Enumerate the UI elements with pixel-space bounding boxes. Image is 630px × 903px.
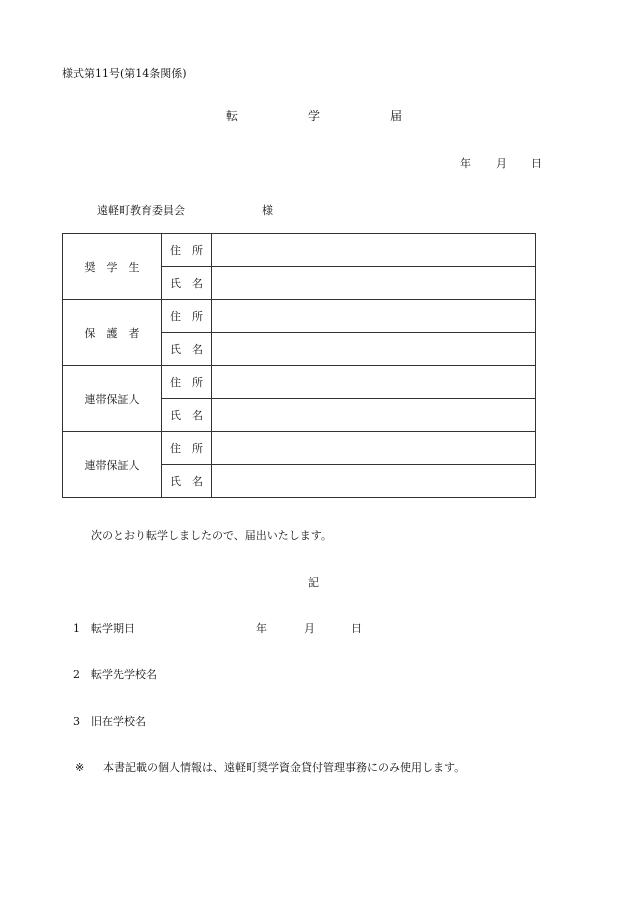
statement-text: 次のとおり転学しましたので、届出いたします。 [91, 529, 332, 542]
item-2-number: 2 [73, 668, 80, 681]
name-label: 氏 名 [162, 267, 212, 300]
addressee-honorific: 様 [262, 204, 273, 217]
title-char-3: 届 [390, 109, 403, 123]
privacy-note: 本書記載の個人情報は、遠軽町奨学資金貸付管理事務にのみ使用します。 [103, 761, 466, 774]
role-joint-guarantor-2: 連帯保証人 [63, 432, 162, 498]
applicant-table [62, 233, 536, 498]
addressee-name: 遠軽町教育委員会 [97, 204, 185, 217]
role-guardian: 保 護 者 [63, 300, 162, 366]
name-field[interactable] [212, 399, 536, 432]
address-field[interactable] [212, 300, 536, 333]
ki-heading: 記 [308, 576, 319, 589]
address-label: 住 所 [162, 366, 212, 399]
item-1-number: 1 [73, 622, 80, 635]
header-date-day: 日 [531, 157, 542, 170]
item-3-label: 旧在学校名 [91, 715, 146, 728]
note-mark: ※ [75, 761, 85, 774]
address-label: 住 所 [162, 234, 212, 267]
item-1-month: 月 [304, 622, 315, 635]
name-field[interactable] [212, 333, 536, 366]
title-char-1: 転 [226, 109, 239, 123]
name-label: 氏 名 [162, 465, 212, 498]
item-2-label: 転学先学校名 [91, 668, 157, 681]
name-label: 氏 名 [162, 399, 212, 432]
title-char-2: 学 [308, 109, 321, 123]
address-field[interactable] [212, 234, 536, 267]
name-field[interactable] [212, 267, 536, 300]
header-date-year: 年 [460, 157, 471, 170]
item-1-year: 年 [256, 622, 267, 635]
role-joint-guarantor-1: 連帯保証人 [63, 366, 162, 432]
item-1-day: 日 [351, 622, 362, 635]
form-number-label: 様式第11号(第14条関係) [62, 67, 187, 80]
address-label: 住 所 [162, 432, 212, 465]
address-field[interactable] [212, 432, 536, 465]
header-date-month: 月 [496, 157, 507, 170]
role-scholarship-student: 奨 学 生 [63, 234, 162, 300]
item-3-number: 3 [73, 715, 80, 728]
name-label: 氏 名 [162, 333, 212, 366]
address-field[interactable] [212, 366, 536, 399]
name-field[interactable] [212, 465, 536, 498]
address-label: 住 所 [162, 300, 212, 333]
item-1-label: 転学期日 [91, 622, 135, 635]
